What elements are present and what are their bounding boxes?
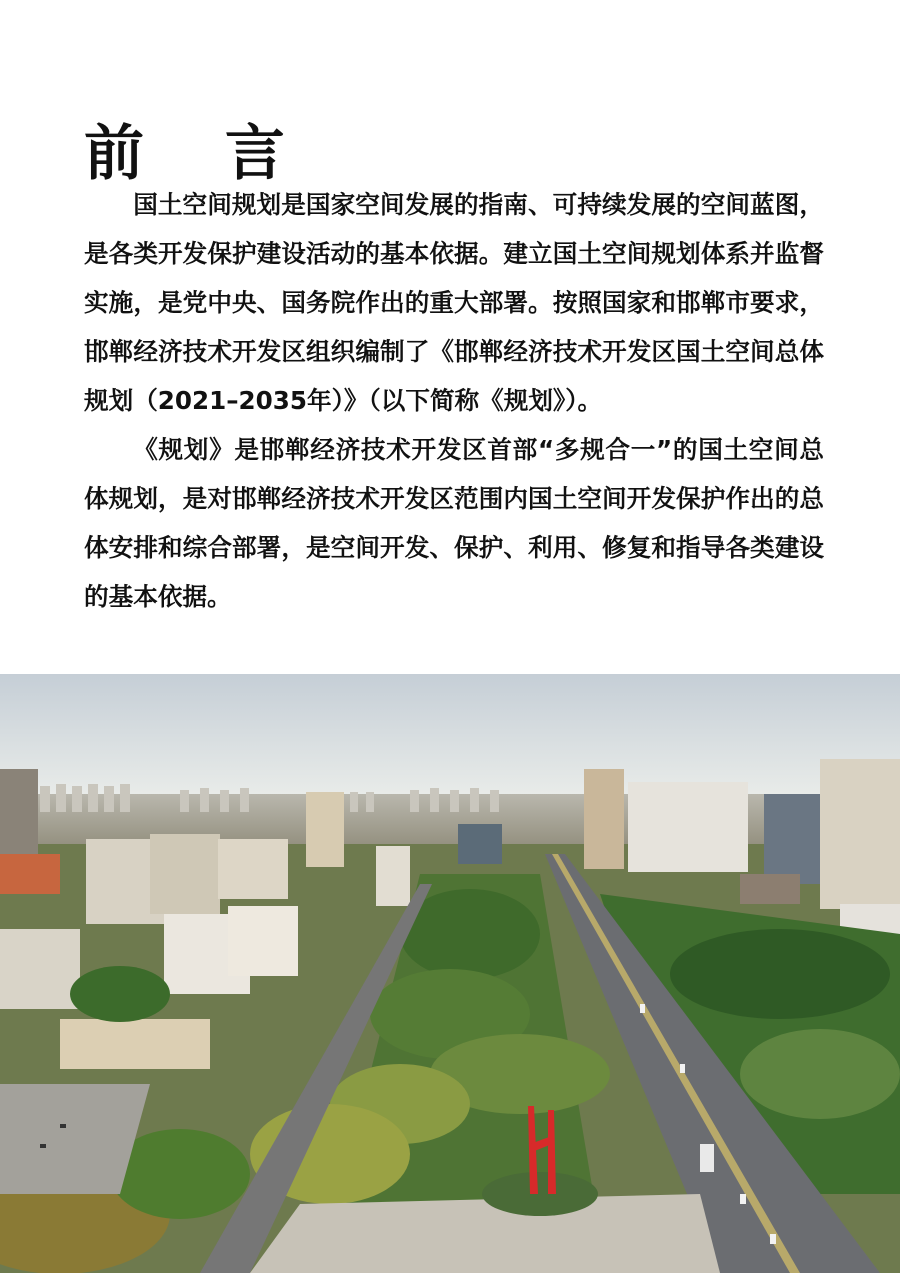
sculpture-base <box>482 1172 598 1216</box>
page-title: 前 言 <box>84 119 315 190</box>
paragraph-1: 国土空间规划是国家空间发展的指南、可持续发展的空间蓝图，是各类开发保护建设活动的基本依据。建立国土空间规划体系并监督实施，是党中央、国务院作出的重大部署。按照国家和邯郸市要求，邯郸经济技术开发区组织编制了《邯郸经济技术开发区国土空间总体规划（2021–2035年）》（以下简称《规划》）。 <box>84 190 824 415</box>
plaza <box>250 1194 720 1273</box>
preface-body <box>84 180 824 621</box>
aerial-city-photo <box>0 674 900 1273</box>
aerial-city-illustration <box>0 674 900 1273</box>
paragraph-2: 《规划》是邯郸经济技术开发区首部“多规合一”的国土空间总体规划，是对邯郸经济技术开发区范围内国土空间开发保护作出的总体安排和综合部署，是空间开发、保护、利用、修复和指导各类建设的基本依据。 <box>84 435 824 611</box>
